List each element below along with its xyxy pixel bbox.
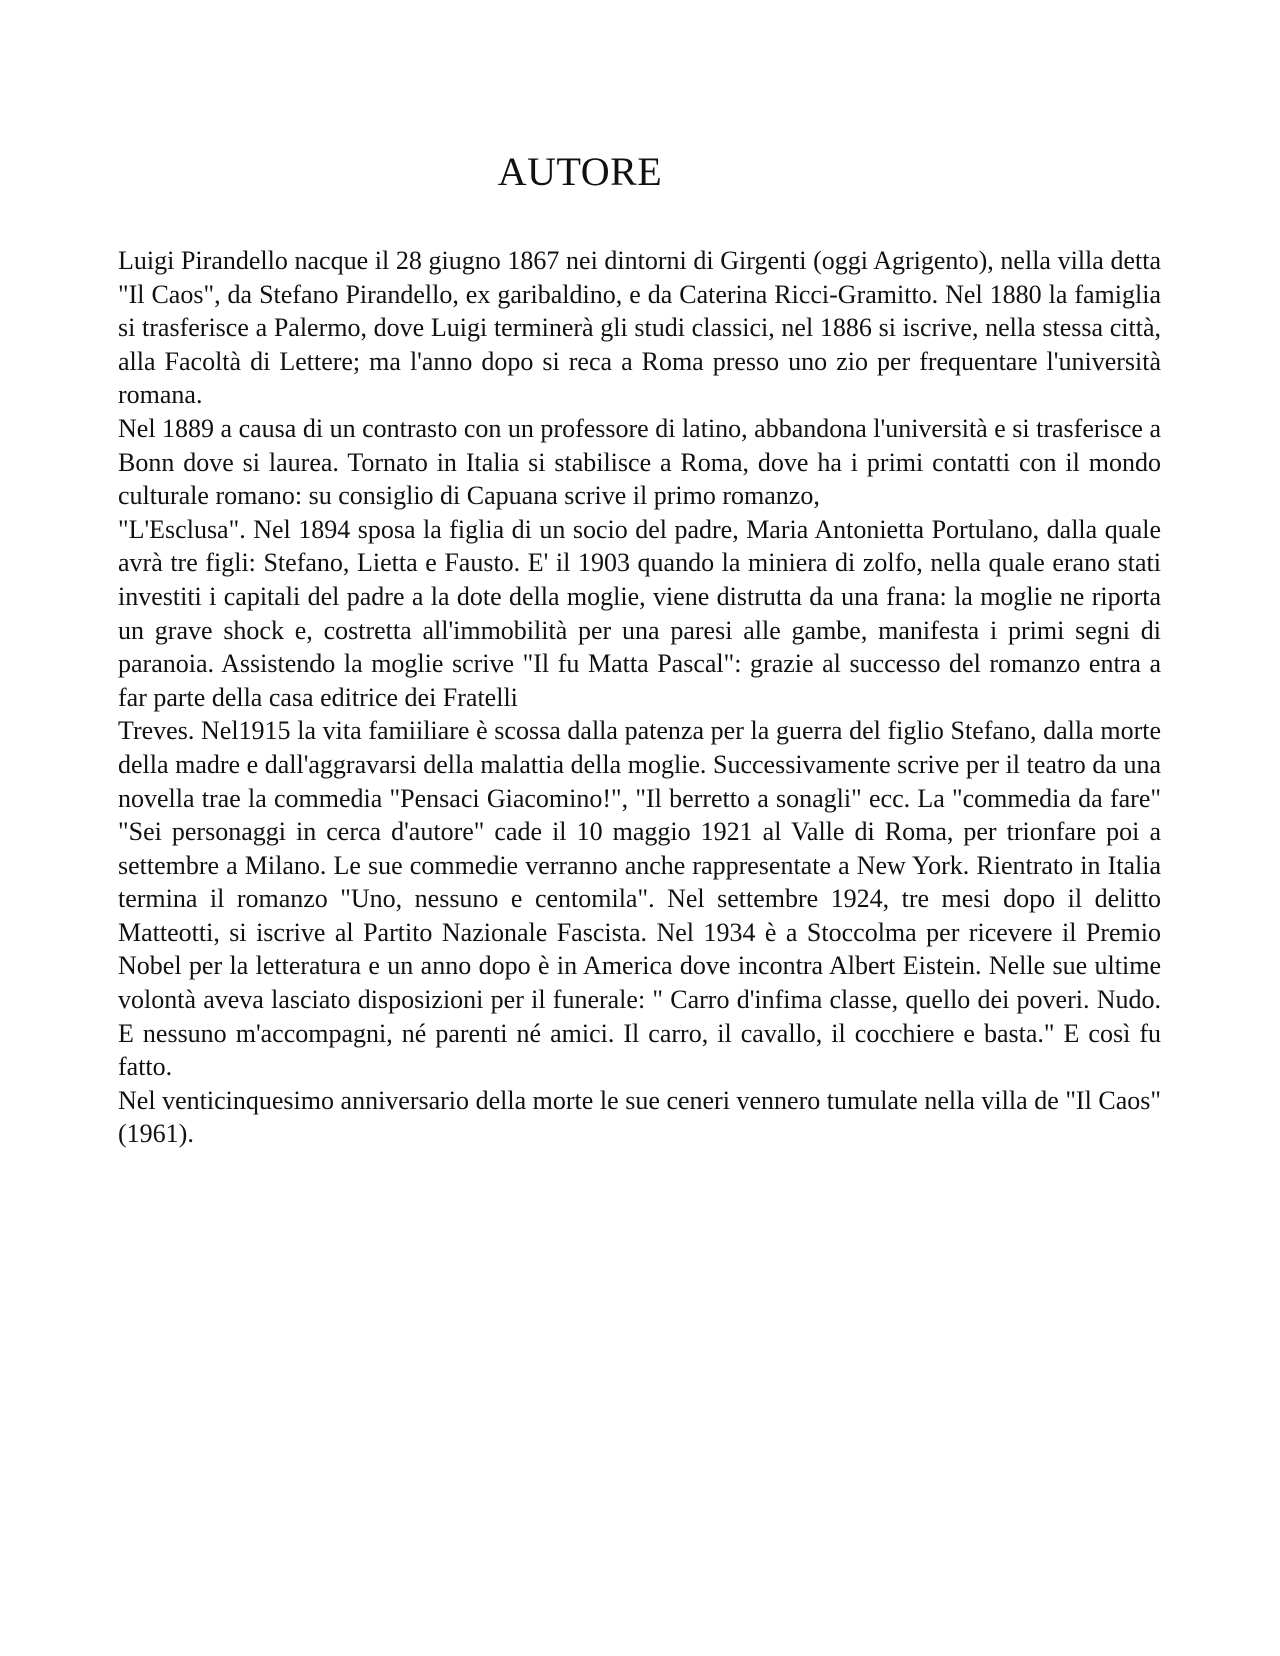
paragraph-theatre-nobel: Treves. Nel1915 la vita famiiliare è scossa dalla patenza per la guerra del figlio Stefano, dalla morte della madre e dall'aggravarsi della malattia della moglie. Successivamente scrive per il teatro da una novella trae la commedia "Pensaci Giacomino!", "Il berretto a sonagli" ecc. La "commedia da fare" "Sei personaggi in cerca d'autore" cade il 10 maggio 1921 al Valle di Roma, per trionfare poi a settembre a Milano. Le sue commedie verranno anche rappresentate a New York. Rientrato in Italia termina il romanzo "Uno, nessuno e centomila". Nel settembre 1924, tre mesi dopo il delitto Matteotti, si iscrive al Partito Nazionale Fascista. Nel 1934 è a Stoccolma per ricevere il Premio Nobel per la letteratura e un anno dopo è in America dove incontra Albert Eistein. Nelle sue ultime volontà aveva lasciato disposizioni per il funerale: " Carro d'infima classe, quello dei poveri. Nudo. E nessuno m'accompagni, né parenti né amici. Il carro, il cavallo, il cocchiere e basta." E così fu fatto.: [118, 716, 1161, 1082]
paragraph-burial: Nel venticinquesimo anniversario della morte le sue ceneri vennero tumulate nella villa de "Il Caos" (1961).: [118, 1085, 1161, 1149]
paragraph-bonn-rome: Nel 1889 a causa di un contrasto con un professore di latino, abbandona l'università e si trasferisce a Bonn dove si laurea. Tornato in Italia si stabilisce a Roma, dove ha i primi contatti con il mondo culturale romano: su consiglio di Capuana scrive il primo romanzo,: [118, 413, 1161, 511]
paragraph-marriage-career: "L'Esclusa". Nel 1894 sposa la figlia di un socio del padre, Maria Antonietta Portulano, dalla quale avrà tre figli: Stefano, Lietta e Fausto. E' il 1903 quando la miniera di zolfo, nella quale erano stati investiti i capitali del padre a la dote della moglie, viene distrutta da una frana: la moglie ne riporta un grave shock e, costretta all'immobilità per una paresi alle gambe, manifesta i primi segni di paranoia. Assistendo la moglie scrive "Il fu Matta Pascal": grazie al successo del romanzo entra a far parte della casa editrice dei Fratelli: [118, 514, 1161, 712]
page-title: AUTORE: [497, 149, 663, 194]
document-body: [118, 244, 1161, 1151]
paragraph-birth-education: Luigi Pirandello nacque il 28 giugno 1867 nei dintorni di Girgenti (oggi Agrigento), nella villa detta "Il Caos", da Stefano Pirandello, ex garibaldino, e da Caterina Ricci-Gramitto. Nel 1880 la famiglia si trasferisce a Palermo, dove Luigi terminerà gli studi classici, nel 1886 si iscrive, nella stessa città, alla Facoltà di Lettere; ma l'anno dopo si reca a Roma presso uno zio per frequentare l'università romana.: [118, 246, 1161, 410]
